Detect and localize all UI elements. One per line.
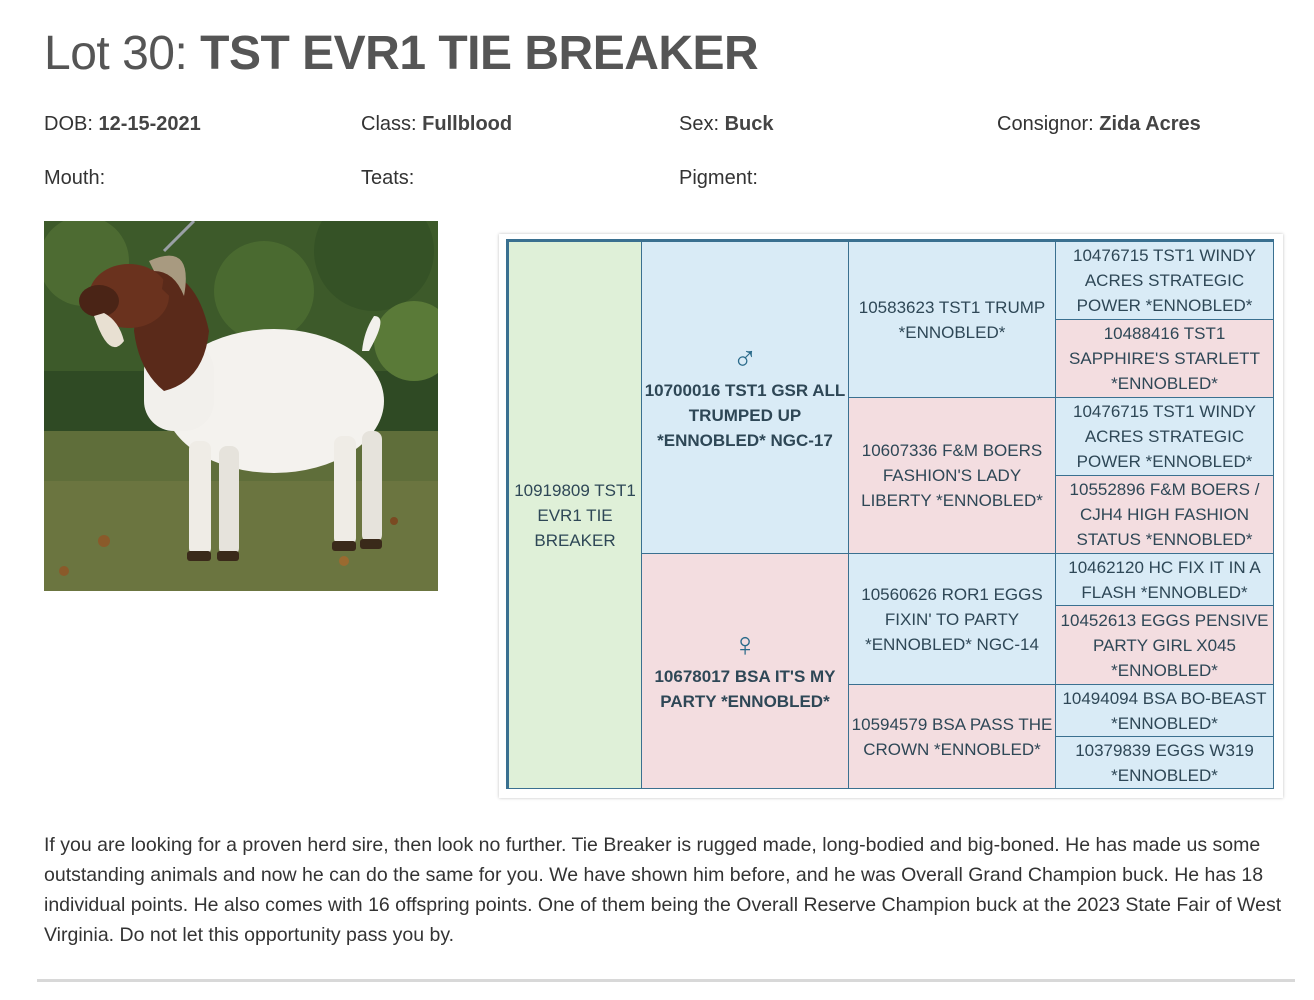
pedigree-gen4-5: 10462120 HC FIX IT IN A FLASH *ENNOBLED* — [1055, 553, 1274, 606]
female-icon: ♀ — [732, 626, 758, 664]
male-icon: ♂ — [732, 340, 758, 378]
dob-label: DOB: — [44, 113, 93, 135]
dob-field — [44, 113, 201, 136]
mouth-field — [44, 167, 105, 190]
dob-value: 12-15-2021 — [98, 113, 201, 135]
class-value: Fullblood — [422, 113, 513, 135]
pedigree-gen4-8: 10379839 EGGS W319 *ENNOBLED* — [1055, 736, 1274, 789]
pigment-field — [679, 167, 758, 190]
consignor-label: Consignor: — [997, 113, 1094, 135]
goat-illustration — [44, 221, 438, 591]
pedigree-sire: ♂ 10700016 TST1 GSR ALL TRUMPED UP *ENNOBLED* NGC-17 — [641, 241, 849, 554]
details-row-2 — [44, 167, 1314, 193]
sex-field — [679, 113, 774, 136]
lot-name: TST EVR1 TIE BREAKER — [200, 27, 759, 80]
pedigree-gen4-2: 10488416 TST1 SAPPHIRE'S STARLETT *ENNOBLED* — [1055, 319, 1274, 398]
sex-value: Buck — [724, 113, 774, 135]
pedigree-dam: ♀ 10678017 BSA IT'S MY PARTY *ENNOBLED* — [641, 553, 849, 789]
class-label: Class: — [361, 113, 417, 135]
pigment-label: Pigment: — [679, 167, 758, 189]
pedigree-gen4-6: 10452613 EGGS PENSIVE PARTY GIRL X045 *ENNOBLED* — [1055, 605, 1274, 685]
pedigree-gen4-1: 10476715 TST1 WINDY ACRES STRATEGIC POWER *ENNOBLED* — [1055, 241, 1274, 320]
page-title — [44, 26, 758, 81]
class-field — [361, 113, 512, 136]
goat-photo[interactable] — [44, 221, 438, 591]
lot-number: Lot 30: — [44, 27, 188, 80]
mouth-label: Mouth: — [44, 167, 106, 189]
lot-description: If you are looking for a proven herd sire, then look no further. Tie Breaker is rugged made, long-bodied and big-boned. He has made us some outstanding animals and now he can do the same for you. We have shown him before, and he was Overall Grand Champion buck. He has 18 individual points. He also comes with 16 offspring points. One of them being the Overall Reserve Champion buck at the 2023 State Fair of West Virginia. Do not let this opportunity pass you by. — [44, 834, 1282, 946]
pedigree-gen4-7: 10494094 BSA BO-BEAST *ENNOBLED* — [1055, 684, 1274, 737]
details-row-1 — [44, 113, 1314, 139]
consignor-value: Zida Acres — [1099, 113, 1201, 135]
pedigree-sire-sire: 10583623 TST1 TRUMP *ENNOBLED* — [848, 241, 1056, 398]
pedigree-dam-dam: 10594579 BSA PASS THE CROWN *ENNOBLED* — [848, 684, 1056, 789]
sex-label: Sex: — [679, 113, 720, 135]
teats-field — [361, 167, 414, 190]
divider — [37, 979, 1295, 982]
pedigree-sire-dam: 10607336 F&M BOERS FASHION'S LADY LIBERTY *ENNOBLED* — [848, 397, 1056, 554]
pedigree-gen4-3: 10476715 TST1 WINDY ACRES STRATEGIC POWER *ENNOBLED* — [1055, 397, 1274, 476]
pedigree-animal: 10919809 TST1 EVR1 TIE BREAKER — [508, 241, 642, 789]
consignor-field — [997, 113, 1201, 136]
pedigree-gen4-4: 10552896 F&M BOERS / CJH4 HIGH FASHION STATUS *ENNOBLED* — [1055, 475, 1274, 554]
pedigree-chart — [506, 239, 1274, 789]
teats-label: Teats: — [361, 167, 415, 189]
pedigree-dam-sire: 10560626 ROR1 EGGS FIXIN' TO PARTY *ENNOBLED* NGC-14 — [848, 553, 1056, 685]
